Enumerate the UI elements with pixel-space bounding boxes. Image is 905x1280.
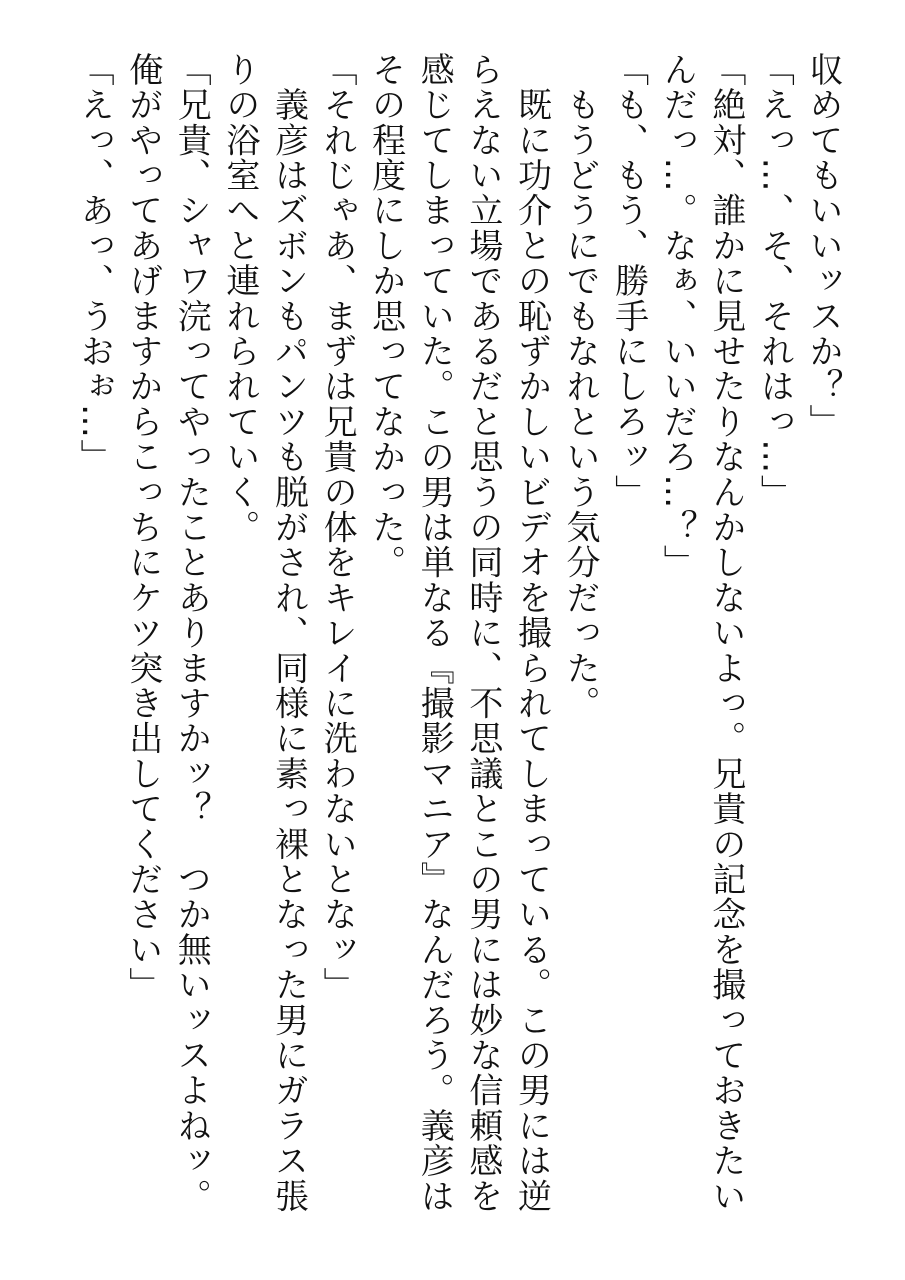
text-line: 「兄貴、シャワ浣ってやったことありますかッ？ つか無いッスよねッ。俺がやってあげますからこっちにケツ突き出してください」 [122, 52, 212, 1214]
text-line: 「えっ、あっ、うおぉ…」 [74, 52, 115, 475]
text-line: 「絶対、誰かに見せたりなんかしないよっ。兄貴の記念を撮っておきたいんだっ…。なぁ、いいだろ…？」 [657, 52, 746, 1214]
text-line: 収めてもいいッスか？」 [803, 52, 843, 440]
vertical-text-body [47, 52, 847, 1242]
text-line: 「も、もう、勝手にしろッ」 [608, 52, 649, 510]
text-line: 義彦はズボンもパンツも脱がされ、同様に素っ裸となった男にガラス張りの浴室へと連れられていく。 [219, 52, 309, 1214]
text-line: 「それじゃあ、まずは兄貴の体をキレイに洗わないとなッ」 [317, 52, 358, 1003]
text-line: 「えっ…、そ、それはっ…」 [754, 52, 795, 510]
text-line: もうどうにでもなれという気分だった。 [560, 52, 601, 721]
text-line: 既に功介との恥ずかしいビデオを撮られてしまっている。この男には逆らえない立場であるだと思うの同時に、不思議とこの男には妙な信頼感を感じてしまっていた。この男は単なる『撮影マニア』なんだろう。義彦はその程度にしか思ってなかった。 [365, 52, 552, 1214]
